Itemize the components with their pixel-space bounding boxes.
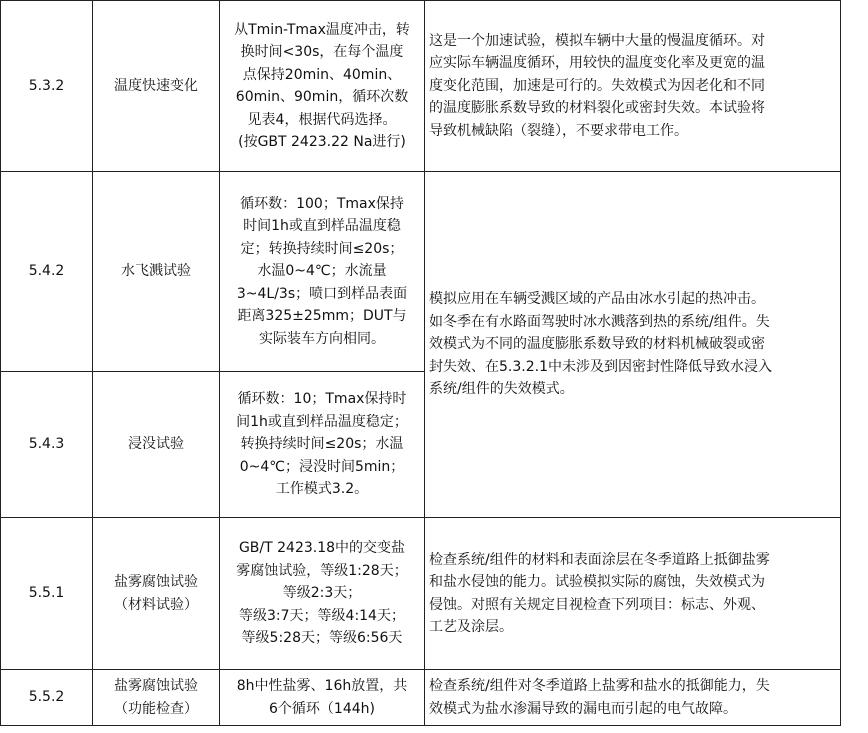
test-condition: 8h中性盐雾、16h放置，共 6个循环（144h) <box>220 670 425 726</box>
test-condition: 循环数：10；Tmax保持时 间1h或直到样品温度稳定； 转换持续时间≤20s；水温 0~4℃；浸没时间5min； 工作模式3.2。 <box>220 372 425 518</box>
clause-number: 5.3.2 <box>1 1 93 172</box>
clause-number: 5.5.1 <box>1 518 93 670</box>
test-description: 检查系统/组件的材料和表面涂层在冬季道路上抵御盐雾 和盐水侵蚀的能力。试验模拟实际的腐蚀，失效模式为 侵蚀。对照有关规定目视检查下列项目：标志、外观、 工艺及涂层。 <box>425 518 841 670</box>
test-condition: GB/T 2423.18中的交变盐 雾腐蚀试验，等级1:28天； 等级2:3天； 等级3:7天；等级4:14天； 等级5:28天；等级6:56天 <box>220 518 425 670</box>
test-condition: 循环数：100；Tmax保持 时间1h或直到样品温度稳 定；转换持续时间≤20s； 水温0~4℃；水流量 3~4L/3s；喷口到样品表面 距离325±25mm；DUT与 实际装车方向相同。 <box>220 172 425 372</box>
test-description: 模拟应用在车辆受溅区域的产品由冰水引起的热冲击。 如冬季在有水路面驾驶时冰水溅落到热的系统/组件。失 效模式为不同的温度膨胀系数导致的材料机械破裂或密 封失效、在5.3.2.1中未涉及到因密封性降低导致水浸入 系统/组件的失效模式。 <box>425 172 841 518</box>
table-row <box>1 670 841 726</box>
table-row <box>1 518 841 670</box>
clause-number: 5.4.3 <box>1 372 93 518</box>
test-name: 浸没试验 <box>93 372 220 518</box>
clause-number: 5.4.2 <box>1 172 93 372</box>
clause-number: 5.5.2 <box>1 670 93 726</box>
test-name: 盐雾腐蚀试验 （功能检查） <box>93 670 220 726</box>
test-name: 盐雾腐蚀试验 （材料试验） <box>93 518 220 670</box>
test-description: 这是一个加速试验，模拟车辆中大量的慢温度循环。对 应实际车辆温度循环，用较快的温度变化率及更宽的温 度变化范围，加速是可行的。失效模式为因老化和不同 的温度膨胀系数导致的材料裂化或密封失效。本试验将 导致机械缺陷（裂缝），不要求带电工作。 <box>425 1 841 172</box>
test-name: 水飞溅试验 <box>93 172 220 372</box>
test-condition: 从Tmin-Tmax温度冲击，转 换时间<30s，在每个温度 点保持20min、40min、 60min、90min，循环次数 见表4，根据代码选择。 (按GBT 2423.22 Na进行) <box>220 1 425 172</box>
test-name: 温度快速变化 <box>93 1 220 172</box>
table-row <box>1 172 841 372</box>
table-row <box>1 1 841 172</box>
test-description: 检查系统/组件对冬季道路上盐雾和盐水的抵御能力，失 效模式为盐水渗漏导致的漏电而引起的电气故障。 <box>425 670 841 726</box>
